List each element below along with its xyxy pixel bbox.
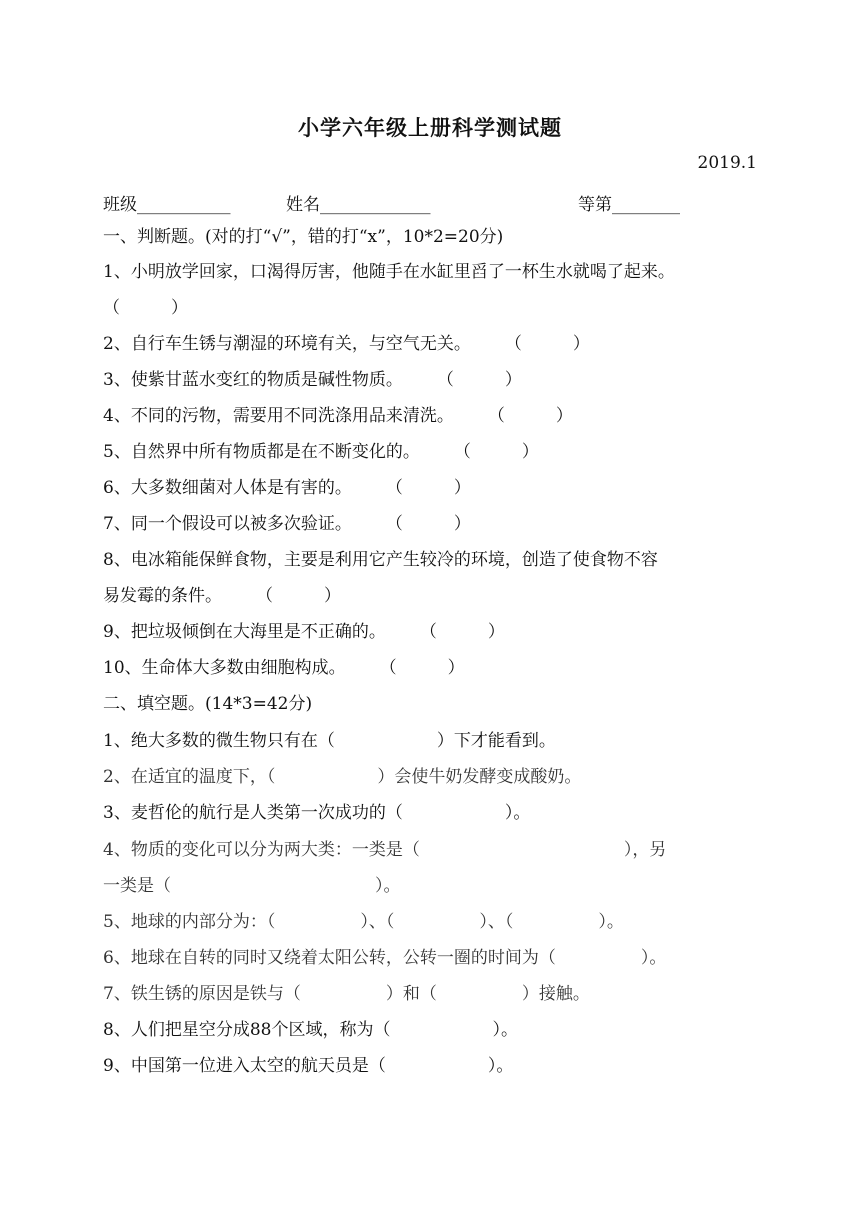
fill-question-1: 1、绝大多数的微生物只有在（ ）下才能看到。 — [103, 731, 556, 751]
section-heading-fill-blank: 二、填空题。(14*3=42分) — [103, 694, 313, 714]
fill-question-2: 2、在适宜的温度下，（ ）会使牛奶发酵变成酸奶。 — [103, 767, 582, 787]
judgement-question-8-cont: 易发霉的条件。 （ ） — [103, 586, 341, 606]
fill-question-9: 9、中国第一位进入太空的航天员是（ ）。 — [103, 1056, 514, 1076]
fill-question-8: 8、人们把星空分成88个区域，称为（ ）。 — [103, 1020, 518, 1040]
exam-date: 2019.1 — [697, 153, 757, 173]
class-field: 班级___________ — [103, 195, 231, 215]
judgement-question-10: 10、生命体大多数由细胞构成。 （ ） — [103, 658, 465, 678]
page-title: 小学六年级上册科学测试题 — [298, 116, 562, 140]
grade-field: 等第________ — [578, 195, 680, 215]
fill-question-7: 7、铁生锈的原因是铁与（ ）和（ ）接触。 — [103, 984, 590, 1004]
judgement-question-1-answer: （ ） — [103, 298, 188, 318]
name-field: 姓名_____________ — [286, 195, 431, 215]
judgement-question-1: 1、小明放学回家，口渴得厉害，他随手在水缸里舀了一杯生水就喝了起来。 — [103, 262, 675, 282]
judgement-question-4: 4、不同的污物，需要用不同洗涤用品来清洗。 （ ） — [103, 406, 573, 426]
fill-question-4-cont: 一类是（ ）。 — [103, 876, 401, 896]
judgement-question-3: 3、使紫甘蓝水变红的物质是碱性物质。 （ ） — [103, 370, 522, 390]
fill-question-6: 6、地球在自转的同时又绕着太阳公转，公转一圈的时间为（ ）。 — [103, 948, 667, 968]
section-heading-judgement: 一、判断题。(对的打“√”，错的打“x”，10*2=20分) — [103, 227, 504, 247]
judgement-question-8: 8、电冰箱能保鲜食物，主要是利用它产生较冷的环境，创造了使食物不容 — [103, 550, 658, 570]
judgement-question-2: 2、自行车生锈与潮湿的环境有关，与空气无关。 （ ） — [103, 334, 590, 354]
judgement-question-6: 6、大多数细菌对人体是有害的。 （ ） — [103, 478, 471, 498]
fill-question-5: 5、地球的内部分为：（ ）、（ ）、（ ）。 — [103, 912, 624, 932]
fill-question-4: 4、物质的变化可以分为两大类：一类是（ ），另 — [103, 840, 667, 860]
judgement-question-5: 5、自然界中所有物质都是在不断变化的。 （ ） — [103, 442, 539, 462]
judgement-question-7: 7、同一个假设可以被多次验证。 （ ） — [103, 514, 471, 534]
judgement-question-9: 9、把垃圾倾倒在大海里是不正确的。 （ ） — [103, 622, 505, 642]
fill-question-3: 3、麦哲伦的航行是人类第一次成功的（ ）。 — [103, 803, 531, 823]
